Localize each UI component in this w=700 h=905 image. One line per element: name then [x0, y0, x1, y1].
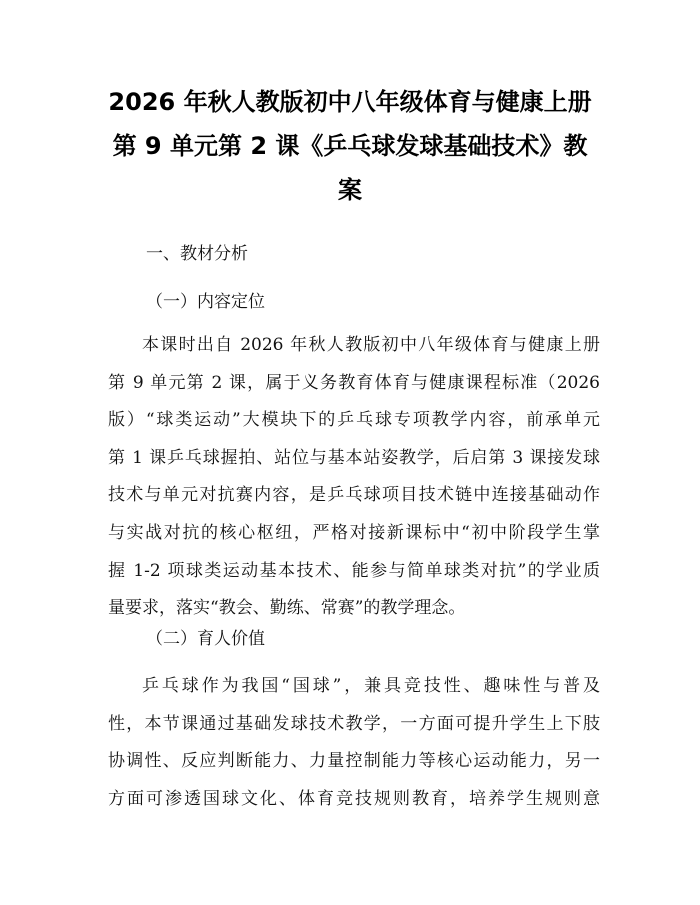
paragraph-line: 本课时出自 2026 年秋人教版初中八年级体育与健康上册: [142, 335, 600, 355]
document-title: [70, 80, 630, 212]
paragraph-line: 第 1 课乒乓球握拍、站位与基本站姿教学，后启第 3 课接发球: [108, 447, 600, 468]
title-line-2: 第 9 单元第 2 课《乒乓球发球基础技术》教: [112, 132, 588, 160]
subsection-heading-educational-value: （二）育人价值: [146, 629, 265, 649]
title-line-1: 2026 年秋人教版初中八年级体育与健康上册: [108, 88, 592, 116]
paragraph-line: 量要求，落实“教会、勤练、常赛”的教学理念。: [108, 598, 466, 619]
paragraph-line: 方面可渗透国球文化、体育竞技规则教育，培养学生规则意: [108, 788, 600, 809]
paragraph-line: 协调性、反应判断能力、力量控制能力等核心运动能力，另一: [108, 751, 600, 772]
title-line-3: 案: [338, 176, 362, 204]
section-heading-materials-analysis: 一、教材分析: [146, 244, 248, 264]
paragraph-content-positioning: [108, 327, 600, 628]
subsection-heading-content-positioning: （一）内容定位: [146, 292, 265, 312]
paragraph-line: 与实战对抗的核心枢纽，严格对接新课标中“初中阶段学生掌: [108, 522, 600, 543]
paragraph-line: 握 1-2 项球类运动基本技术、能参与简单球类对抗”的学业质: [108, 560, 600, 581]
paragraph-line: 第 9 单元第 2 课，属于义务教育体育与健康课程标准（2026: [108, 372, 600, 393]
paragraph-line: 版）“球类运动”大模块下的乒乓球专项教学内容，前承单元: [108, 410, 600, 431]
paragraph-line: 技术与单元对抗赛内容，是乒乓球项目技术链中连接基础动作: [108, 485, 600, 506]
paragraph-line: 乒乓球作为我国“国球”，兼具竞技性、趣味性与普及: [142, 676, 600, 696]
paragraph-line: 性，本节课通过基础发球技术教学，一方面可提升学生上下肢: [108, 713, 600, 734]
paragraph-educational-value: [108, 668, 600, 818]
